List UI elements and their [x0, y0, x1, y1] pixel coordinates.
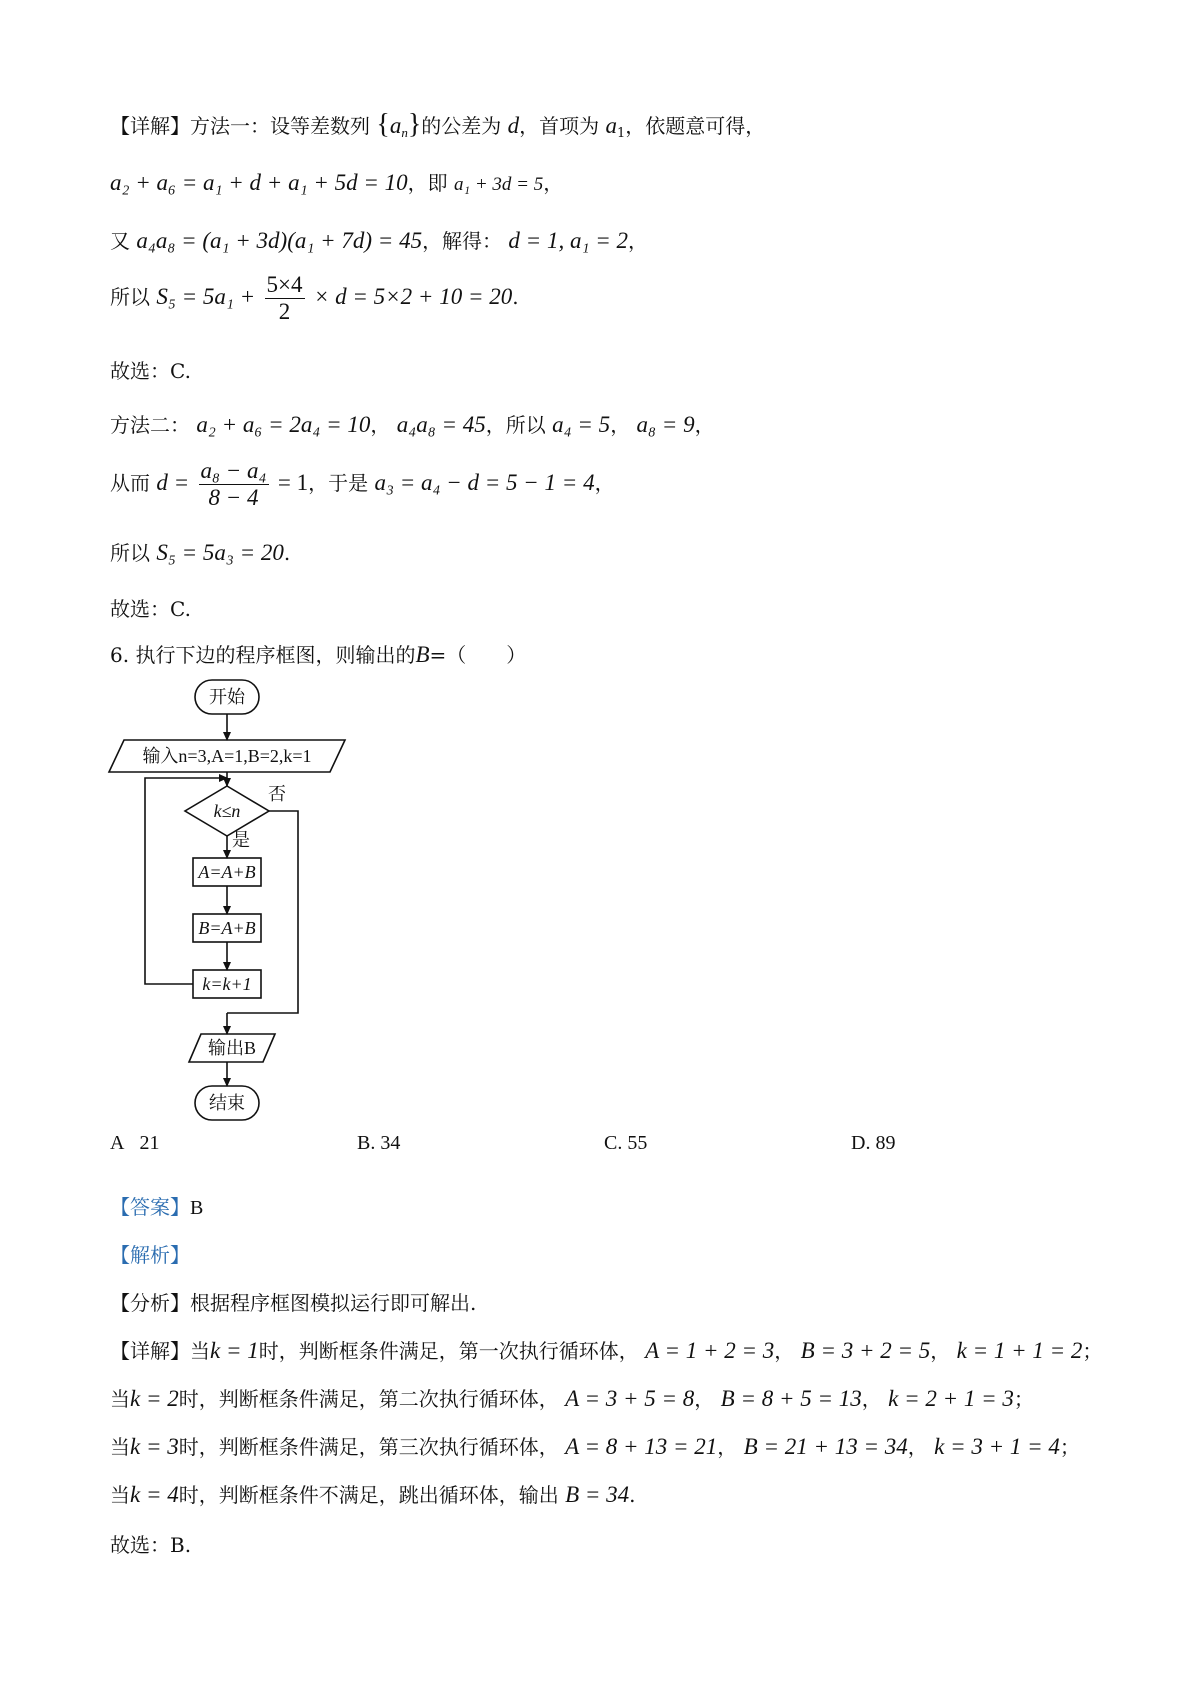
detail2-sep1: ， — [694, 1387, 715, 1411]
option-a-label: A — [110, 1132, 125, 1154]
detail3-mid: 时，判断框条件满足，第三次执行循环体， — [178, 1435, 559, 1459]
fraction-denominator-2: 8 − 4 — [208, 485, 259, 510]
method2-line2-head: 从而 — [110, 471, 150, 495]
final-choice: 故选：B. — [110, 1533, 192, 1557]
detail3-a: A = 8 + 13 = 21 — [565, 1434, 718, 1459]
flow-start-label: 开始 — [209, 687, 245, 707]
method2-sep2: ，所以 — [485, 413, 546, 437]
method2-head: 方法二： — [110, 413, 190, 437]
method2-eq3: a₄ = 5 — [552, 412, 611, 437]
method2-line1-end: ， — [694, 413, 715, 437]
seq-brace-open: { — [376, 109, 390, 140]
method2-sep1: ， — [370, 413, 391, 437]
answer-value: B — [190, 1197, 204, 1219]
flow-end-label: 结束 — [209, 1093, 245, 1113]
detail-line-4 — [110, 1480, 636, 1510]
method2-eq4: a₈ = 9 — [636, 412, 695, 437]
detail3-b: B = 21 + 13 = 34 — [743, 1434, 908, 1459]
detail4-mid: 时，判断框条件不满足，跳出循环体，输出 — [178, 1483, 559, 1507]
question-var-b: B — [415, 642, 430, 667]
detail1-mid: 时，判断框条件满足，第一次执行循环体， — [258, 1339, 639, 1363]
fraction-numerator-2: a₈ − a₄ — [200, 458, 267, 483]
detail2-k: k = 2 — [130, 1386, 179, 1411]
var-a1-sub: 1 — [616, 126, 626, 141]
seq-a: a — [389, 113, 402, 138]
fraction-numerator: 5×4 — [266, 272, 303, 297]
equation-1b: a₁ + 3d = 5 — [453, 174, 544, 195]
method2-sep3: ， — [610, 413, 631, 437]
method2-eq1: a₂ + a₆ = 2a₄ = 10 — [196, 412, 371, 437]
analysis-tag: 【解析】 — [110, 1243, 190, 1267]
detail-line-2 — [110, 1384, 1034, 1414]
choice-c-1: 故选：C. — [110, 359, 191, 383]
detail1-kk: k = 1 + 1 = 2 — [956, 1338, 1083, 1363]
answer-tag: 【答案】 — [110, 1195, 190, 1219]
option-c — [604, 1128, 647, 1158]
var-d: d — [507, 113, 520, 138]
equation-1: a₂ + a₆ = a₁ + d + a₁ + 5d = 10 — [110, 170, 408, 195]
detail3-k: k = 3 — [130, 1434, 179, 1459]
answer-line — [110, 1192, 203, 1223]
detail1-sep1: ， — [774, 1339, 795, 1363]
flow-step3-label: k=k+1 — [202, 974, 252, 994]
seq-sub: n — [401, 125, 408, 140]
detail1-head: 【详解】当 — [110, 1339, 210, 1363]
option-a-value: 21 — [139, 1132, 160, 1154]
detail2-end: ； — [1013, 1387, 1034, 1411]
equation-2-head: 又 — [110, 229, 130, 253]
equation-3-end: . — [512, 285, 519, 309]
method2-a3: a₃ = a₄ − d = 5 − 1 = 4 — [374, 470, 595, 495]
option-c-value: 55 — [627, 1132, 648, 1154]
flow-step1-label: A=A+B — [198, 862, 256, 882]
flow-condition-label: k≤n — [213, 801, 241, 821]
detail4-b: B = 34 — [565, 1482, 630, 1507]
detail2-mid: 时，判断框条件满足，第二次执行循环体， — [178, 1387, 559, 1411]
flow-output-label: 输出B — [207, 1038, 257, 1058]
method2-line3-end: . — [283, 541, 291, 565]
detail2-b: B = 8 + 5 = 13 — [720, 1386, 862, 1411]
detail1-sep2: ， — [930, 1339, 951, 1363]
method2-line3-head: 所以 — [110, 541, 150, 565]
according-text: ，依题意可得， — [625, 114, 766, 138]
fraction-denominator: 2 — [278, 299, 291, 324]
equation-2-tail: ，解得： — [422, 229, 503, 253]
detail-tag: 【详解】 — [110, 114, 190, 138]
option-d — [851, 1128, 895, 1158]
method2-d: d = — [156, 470, 190, 495]
detail3-sep2: ， — [907, 1435, 928, 1459]
equation-3-right: × d = 5×2 + 10 = 20 — [313, 284, 513, 309]
equation-2-solution: d = 1, a₁ = 2 — [508, 228, 628, 253]
method2-s5: S₅ = 5a₃ = 20 — [156, 540, 284, 565]
question-stem-end: =（ ） — [429, 643, 527, 667]
option-b-value: 34 — [380, 1132, 401, 1154]
detail4-k: k = 4 — [130, 1482, 179, 1507]
detail2-sep2: ， — [861, 1387, 882, 1411]
method2-mid: ，于是 — [308, 471, 369, 495]
choice-c-2: 故选：C. — [110, 597, 191, 621]
detail2-kk: k = 2 + 1 = 3 — [888, 1386, 1014, 1411]
method2-line2-end: ， — [594, 471, 615, 495]
detail2-a: A = 3 + 5 = 8 — [565, 1386, 695, 1411]
detail3-sep1: ， — [717, 1435, 738, 1459]
option-b — [357, 1128, 400, 1158]
detail-line-3 — [110, 1432, 1080, 1462]
method2-eq2: a₄a₈ = 45 — [396, 412, 486, 437]
equation-1-end: ， — [543, 171, 564, 195]
method2-eq-one: = 1 — [277, 470, 309, 495]
flow-yes-label: 是 — [232, 830, 250, 850]
detail1-a: A = 1 + 2 = 3 — [645, 1338, 775, 1363]
flow-no-label: 否 — [268, 784, 286, 804]
detail3-head: 当 — [110, 1435, 130, 1459]
analysis-line: 【分析】根据程序框图模拟运行即可解出. — [110, 1291, 477, 1315]
option-c-label: C. — [604, 1132, 623, 1154]
detail4-head: 当 — [110, 1483, 130, 1507]
detail1-b: B = 3 + 2 = 5 — [800, 1338, 931, 1363]
option-a — [110, 1128, 159, 1158]
var-a1: a — [605, 113, 617, 138]
detail1-end: ； — [1082, 1339, 1103, 1363]
detail3-kk: k = 3 + 1 = 4 — [934, 1434, 1060, 1459]
detail1-k: k = 1 — [210, 1338, 259, 1363]
detail3-end: ； — [1059, 1435, 1080, 1459]
flow-input-label: 输入n=3,A=1,B=2,k=1 — [142, 746, 312, 766]
detail2-head: 当 — [110, 1387, 130, 1411]
equation-2-end: ， — [627, 229, 648, 253]
option-b-label: B. — [357, 1132, 376, 1154]
option-d-value: 89 — [875, 1132, 896, 1154]
equation-3-head: 所以 — [110, 285, 150, 309]
option-d-label: D. — [851, 1132, 871, 1154]
detail4-end: . — [629, 1483, 636, 1507]
detail-line-1 — [110, 1336, 1102, 1366]
method1-intro-text: 方法一：设等差数列 — [190, 114, 370, 138]
question-stem-text: 6. 执行下边的程序框图，则输出的 — [110, 643, 416, 667]
flow-step2-label: B=A+B — [198, 918, 256, 938]
first-term-text: ，首项为 — [519, 114, 600, 138]
equation-3-left: S₅ = 5a₁ + — [156, 284, 256, 309]
equation-2: a₄a₈ = (a₁ + 3d)(a₁ + 7d) = 45 — [136, 228, 423, 253]
seq-brace-close: } — [407, 109, 422, 140]
common-diff-text: 的公差为 — [421, 114, 502, 138]
equation-1-tail: ，即 — [407, 171, 448, 195]
